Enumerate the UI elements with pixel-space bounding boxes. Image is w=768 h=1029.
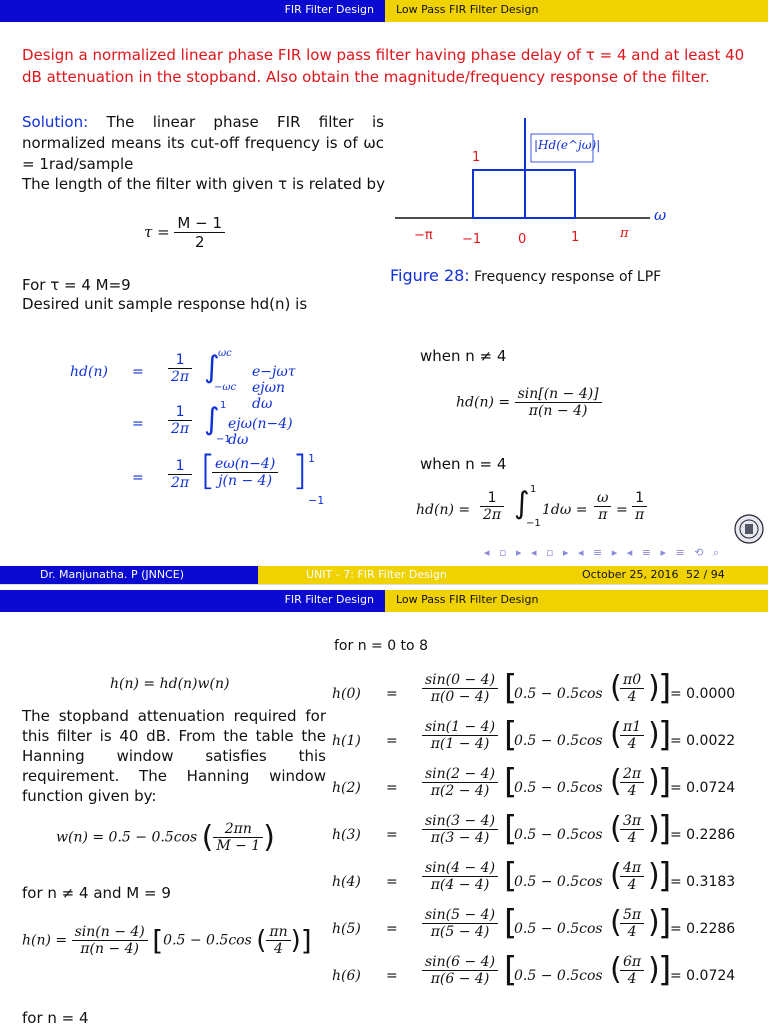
row-eq: =: [386, 874, 398, 890]
frac-num: 1: [168, 458, 192, 475]
eq-sign: =: [616, 502, 628, 518]
row-den: π(4 − 4): [430, 877, 490, 893]
row-lhs: h(0): [332, 686, 361, 702]
frac-den: 2π: [171, 475, 190, 491]
hn-formula: h(n) = $\frac{\sin(n - 4)}{\pi(n - 4)}$ [0.5 − 0.5cos ( $\frac{\pi n}{4}$ )]: [22, 924, 312, 957]
row-cos-den: 4: [627, 830, 637, 846]
row-cos-den: 4: [627, 783, 637, 799]
row-num: sin(0 − 4): [422, 672, 498, 689]
row-result: = 0.0022: [670, 733, 736, 749]
integrand-1: e−jωτ ejωn dω: [252, 364, 296, 412]
row-cos-den: 4: [627, 877, 637, 893]
when-n-eq-4: when n = 4: [420, 455, 507, 473]
frac-den: 2π: [483, 507, 502, 523]
row-bracket: 0.5 − 0.5cos: [514, 874, 603, 890]
coefficient-row: h(3) = $\frac{\sin(3 - 4)}{\pi(3 - 4)}$ [ 0.5 − 0.5cos ( $\frac{3\pi}{4}$ ) ] = 0.2286: [332, 809, 736, 849]
for-condition: for n ≠ 4 and M = 9: [22, 884, 171, 902]
h-magnitude-label: |Hd(e^jω)|: [534, 138, 601, 152]
row-cos-den: 4: [627, 971, 637, 987]
row-bracket: 0.5 − 0.5cos: [514, 921, 603, 937]
frac-den: 2π: [171, 421, 190, 437]
hanning-window-eq: w(n) = 0.5 − 0.5cos ( $\frac{2\pi n}{M - 1}$ ): [56, 820, 275, 855]
slide-2: [0, 590, 768, 1027]
bracket-numerator: eω(n−4): [212, 456, 278, 473]
eq-sign: =: [132, 470, 144, 486]
row-cos-num: 5π: [620, 907, 644, 924]
frac-num: 1: [168, 352, 192, 369]
hn-definition: h(n) = hd(n)w(n): [110, 676, 230, 692]
integral-upper: ωc: [218, 348, 232, 359]
frac-num: 2πn: [213, 821, 263, 838]
row-result: = 0.0000: [670, 686, 736, 702]
frac-den: π(n − 4): [80, 941, 140, 957]
row-num: sin(4 − 4): [422, 860, 498, 877]
frac-num: ω: [594, 490, 611, 507]
row-num: sin(3 − 4): [422, 813, 498, 830]
integral-lower: −ωc: [214, 382, 237, 393]
row-bracket: 0.5 − 0.5cos: [514, 686, 603, 702]
for-tau-text: For τ = 4 M=9: [22, 276, 131, 294]
hd-case-2: hd(n) = $\frac{1}{2\pi}$ ∫ 1 −1 1dω = $\frac{\omega}{\pi}$ = $\frac{1}{\pi}$: [416, 490, 666, 536]
integral-lower: −1: [526, 518, 541, 529]
tick-zero: 0: [518, 232, 527, 247]
hd-case-1: [456, 386, 602, 419]
row-cos-num: 2π: [620, 766, 644, 783]
tau-lhs: τ =: [144, 223, 170, 241]
row-result: = 0.3183: [670, 874, 736, 890]
frac-den: 4: [274, 941, 283, 957]
frac-num: 1: [480, 490, 504, 507]
integrand: 1dω =: [542, 502, 588, 518]
integral-upper: 1: [220, 400, 227, 411]
solution-paragraph: [22, 112, 384, 175]
coefficient-row: h(2) = $\frac{\sin(2 - 4)}{\pi(2 - 4)}$ [ 0.5 − 0.5cos ( $\frac{2\pi}{4}$ ) ] = 0.0724: [332, 762, 736, 802]
row-cos-num: 4π: [620, 860, 644, 877]
row-cos-den: 4: [627, 736, 637, 752]
header-section-link[interactable]: FIR Filter Design: [284, 593, 374, 606]
row-eq: =: [386, 968, 398, 984]
frac-den: π: [598, 507, 608, 523]
frac-num: 1: [168, 404, 192, 421]
row-lhs: h(4): [332, 874, 361, 890]
coefficient-row: h(6) = $\frac{\sin(6 - 4)}{\pi(6 - 4)}$ [ 0.5 − 0.5cos ( $\frac{6\pi}{4}$ ) ] = 0.0724: [332, 950, 736, 990]
frac-num: 1: [632, 490, 647, 507]
row-bracket: 0.5 − 0.5cos: [514, 827, 603, 843]
row-eq: =: [386, 827, 398, 843]
frac-num: sin[(n − 4)]: [515, 386, 602, 403]
tick-pi: π: [620, 226, 629, 241]
solution-text: The linear phase FIR filter is normalized means its cut-off frequency is of ωc = 1rad/sample: [22, 113, 384, 173]
problem-statement: Design a normalized linear phase FIR low pass filter having phase delay of τ = 4 and at least 40 dB attenuation in the stopband. Also obtain the magnitude/frequency response of the filter.: [22, 46, 745, 86]
row-eq: =: [386, 921, 398, 937]
row-cos-den: 4: [627, 689, 637, 705]
row-den: π(2 − 4): [430, 783, 490, 799]
row-num: sin(1 − 4): [422, 719, 498, 736]
hn-lhs: h(n) =: [22, 932, 68, 949]
footer-page: 52 / 94: [686, 568, 725, 581]
amplitude-one-label: 1: [472, 150, 481, 165]
row-eq: =: [386, 733, 398, 749]
college-seal-icon: [734, 512, 764, 546]
tau-equation: [144, 214, 225, 251]
hd-lhs: hd(n) =: [456, 394, 511, 411]
tick-neg-one: −1: [462, 232, 482, 247]
bracket-denominator: j(n − 4): [218, 473, 273, 489]
header-subsection-link[interactable]: Low Pass FIR Filter Design: [396, 3, 539, 16]
eq-sign: =: [132, 416, 144, 432]
row-den: π(6 − 4): [430, 971, 490, 987]
integral-upper: 1: [530, 484, 537, 495]
row-den: π(0 − 4): [430, 689, 490, 705]
row-bracket: 0.5 − 0.5cos: [514, 780, 603, 796]
slide-1: FIR Filter Design Low Pass FIR Filter Design Design a normalized linear phase FIR low pass filter having phase delay of τ = 4 and at least 40 dB attenuation in the stopband. Also obtain the magnitude/frequency response of the filter. Solution: The linear phase FIR filter is normalized means its cut-off frequency is of ωc = 1rad/sample The length of the filter with given τ is related by τ = $\frac{M - 1}{2}$ For τ = 4 M=9 Desired unit sample response hd(n) is 1 |Hd(e^jω)| ω −π −1 0 1 π Figure 28: Frequency response of LPF hd(n) = $\frac{1}{2\pi}$ ∫ ωc −ωc e−jωτ ejωn dω = $\frac{1}{2\pi}$ ∫ 1 −1 ejω(n−4) dω = $\frac{1}{2\pi}$ [ $\frac{e\omega(n-4)}{j(n - 4)}$ ] 1 −1 when n ≠ 4 hd(n) = $\frac{\sin[(n - 4)]}{\pi(n - 4)}$ when n = 4 hd(n) = $\frac{1}{2\pi}$ ∫ 1 −1 1dω = $\frac{\omega}{\pi}$ = $\frac{1}{\pi}$ ◂ ▫ ▸ ◂ ▫ ▸ ◂ ≡ ▸ ◂ ≡ ▸ ≡ ⟲ ⌕ Dr. Manjunatha. P (JNNCE) UNIT - 7: FIR Filter Design October 25, 2016 52 / 94: [0, 0, 768, 512]
row-bracket: 0.5 − 0.5cos: [514, 968, 603, 984]
coefficient-row: h(0) = $\frac{\sin(0 - 4)}{\pi(0 - 4)}$ [ 0.5 − 0.5cos ( $\frac{\pi 0}{4}$ ) ] = 0.0000: [332, 668, 736, 708]
row-eq: =: [386, 686, 398, 702]
frac-den: π: [635, 507, 645, 523]
length-text: The length of the filter with given τ is related by: [22, 175, 385, 193]
eval-upper: 1: [308, 452, 315, 465]
slide-header: [0, 590, 768, 612]
coefficient-row: h(4) = $\frac{\sin(4 - 4)}{\pi(4 - 4)}$ [ 0.5 − 0.5cos ( $\frac{4\pi}{4}$ ) ] = 0.3183: [332, 856, 736, 896]
eq-sign: =: [132, 364, 144, 380]
row-result: = 0.2286: [670, 921, 736, 937]
coefficient-row: h(5) = $\frac{\sin(5 - 4)}{\pi(5 - 4)}$ [ 0.5 − 0.5cos ( $\frac{5\pi}{4}$ ) ] = 0.2286: [332, 903, 736, 943]
footer-author: Dr. Manjunatha. P (JNNCE): [40, 568, 184, 581]
row-eq: =: [386, 780, 398, 796]
desired-response-text: Desired unit sample response hd(n) is: [22, 295, 308, 313]
header-section-link[interactable]: FIR Filter Design: [284, 3, 374, 16]
slide-header: [0, 0, 768, 22]
row-cos-den: 4: [627, 924, 637, 940]
row-num: sin(2 − 4): [422, 766, 498, 783]
row-lhs: h(2): [332, 780, 361, 796]
frac-num: sin(n − 4): [72, 924, 148, 941]
frac-den: M − 1: [216, 838, 261, 854]
row-cos-num: 3π: [620, 813, 644, 830]
row-den: π(3 − 4): [430, 830, 490, 846]
when-n-neq-4: when n ≠ 4: [420, 347, 507, 365]
slide-footer: [0, 566, 768, 584]
row-lhs: h(3): [332, 827, 361, 843]
row-cos-num: π0: [620, 672, 644, 689]
hanning-paragraph: The stopband attenuation required for this filter is 40 dB. From the table the Hanning window satisfies this requirement. The Hanning window function given by:: [22, 707, 326, 805]
frac-num: πn: [266, 924, 290, 941]
coefficient-row: h(1) = $\frac{\sin(1 - 4)}{\pi(1 - 4)}$ [ 0.5 − 0.5cos ( $\frac{\pi 1}{4}$ ) ] = 0.0022: [332, 715, 736, 755]
integral-lower: −1: [216, 434, 231, 445]
cutoff-text: for n = 4: [22, 1009, 89, 1027]
for-range-text: for n = 0 to 8: [334, 638, 428, 654]
footer-unit: UNIT - 7: FIR Filter Design: [306, 568, 447, 581]
row-lhs: h(5): [332, 921, 361, 937]
figure-number: Figure 28:: [390, 266, 470, 285]
tick-neg-pi: −π: [414, 228, 433, 243]
beamer-nav-controls[interactable]: ◂ ▫ ▸ ◂ ▫ ▸ ◂ ≡ ▸ ◂ ≡ ▸ ≡ ⟲ ⌕: [484, 546, 723, 559]
row-result: = 0.0724: [670, 780, 736, 796]
wn-lhs: w(n) = 0.5 − 0.5cos: [56, 829, 198, 846]
tick-one: 1: [571, 230, 580, 245]
row-result: = 0.2286: [670, 827, 736, 843]
tau-denominator: 2: [194, 233, 205, 251]
row-lhs: h(1): [332, 733, 361, 749]
solution-label: Solution:: [22, 113, 89, 131]
frac-den: 2π: [171, 369, 190, 385]
row-result: = 0.0724: [670, 968, 736, 984]
row-cos-num: 6π: [620, 954, 644, 971]
footer-date: October 25, 2016: [582, 568, 679, 581]
frac-den: π(n − 4): [528, 403, 588, 419]
lpf-frequency-response-figure: [395, 110, 695, 250]
omega-label: ω: [654, 206, 667, 224]
row-num: sin(5 − 4): [422, 907, 498, 924]
row-cos-num: π1: [620, 719, 644, 736]
integrand-2: ejω(n−4) dω: [228, 416, 293, 448]
slide-divider: [0, 584, 768, 585]
header-subsection-link[interactable]: Low Pass FIR Filter Design: [396, 593, 539, 606]
eval-lower: −1: [308, 494, 325, 507]
row-den: π(1 − 4): [430, 736, 490, 752]
hd-lhs: hd(n) =: [416, 502, 471, 518]
row-lhs: h(6): [332, 968, 361, 984]
figure-caption-text: Frequency response of LPF: [474, 269, 662, 285]
row-bracket: 0.5 − 0.5cos: [514, 733, 603, 749]
figure-caption: [390, 266, 690, 287]
coefficient-table: [332, 668, 768, 1001]
row-den: π(5 − 4): [430, 924, 490, 940]
bracket-body: 0.5 − 0.5cos: [163, 932, 252, 949]
tau-numerator: M − 1: [174, 214, 225, 233]
hd-lhs: hd(n): [70, 364, 108, 380]
row-num: sin(6 − 4): [422, 954, 498, 971]
